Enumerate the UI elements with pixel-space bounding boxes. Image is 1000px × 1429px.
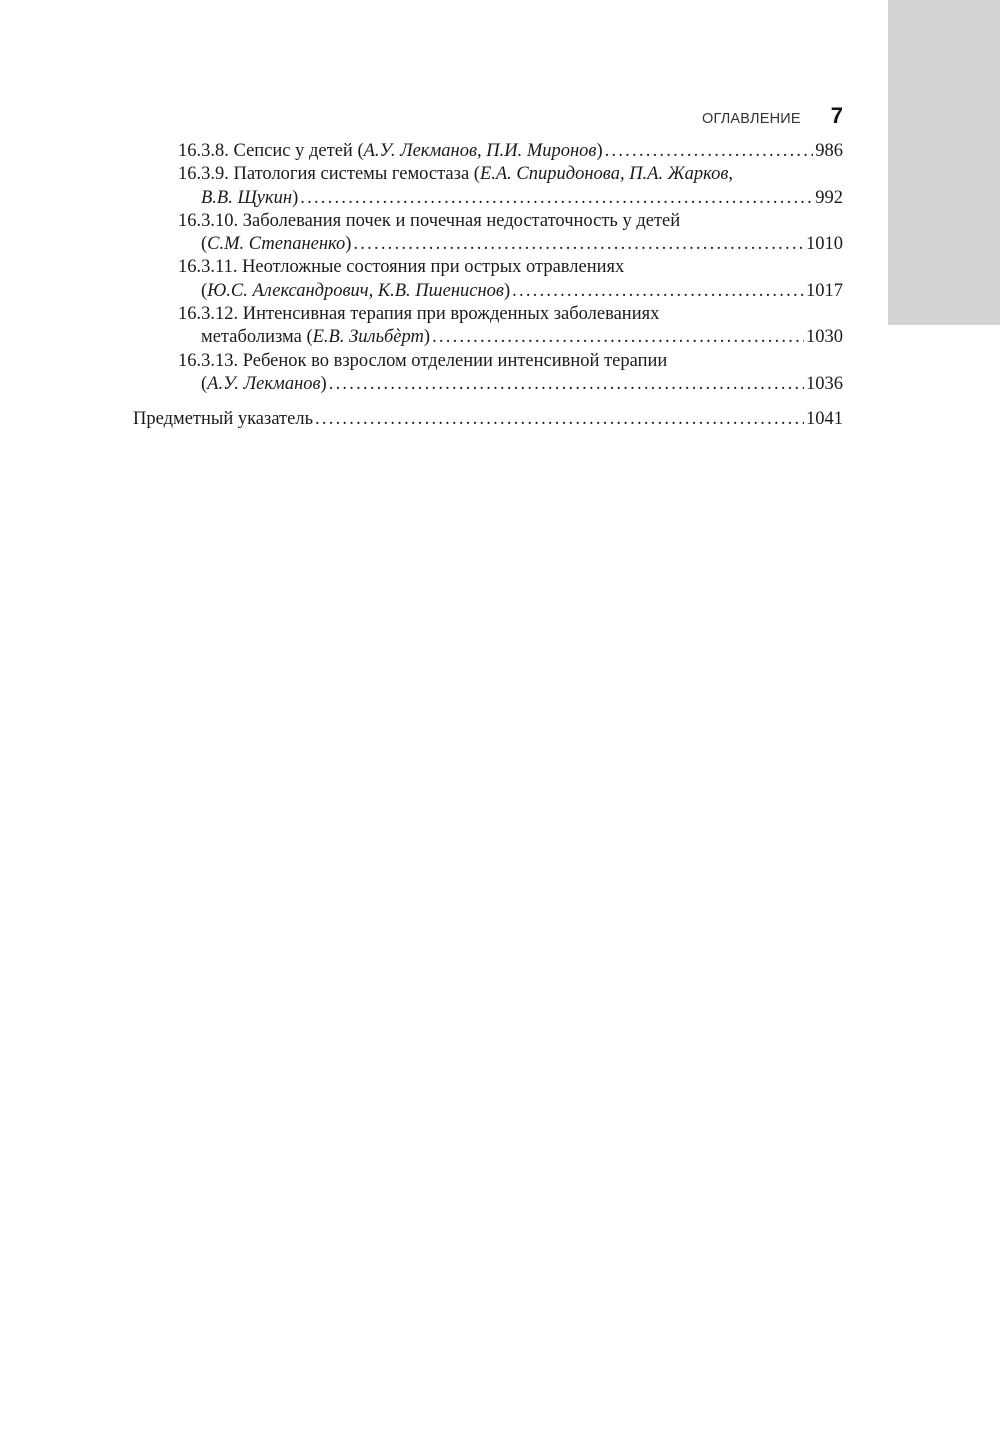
toc-entry-authors: (Ю.С. Александрович, К.В. Пшениснов) — [201, 280, 511, 301]
running-header — [702, 103, 843, 129]
thumb-tab — [888, 0, 1000, 325]
toc-entry-16-3-10[interactable] — [133, 210, 843, 257]
toc-entry-authors: метаболизма (Е.В. Зильбѐрт) — [201, 327, 431, 348]
toc-entry-16-3-13[interactable] — [133, 350, 843, 397]
toc-entry-title: 16.3.11. Неотложные состояния при острых отравлениях — [178, 257, 625, 278]
toc-entry-title: 16.3.10. Заболевания почек и почечная недостаточность у детей — [178, 210, 681, 231]
toc-entry-title: Предметный указатель — [133, 409, 314, 430]
dot-leader — [329, 373, 804, 396]
toc-entry-authors: (А.У. Лекманов) — [201, 373, 327, 394]
running-title: ОГЛАВЛЕНИЕ — [701, 111, 801, 127]
toc-entry-16-3-9[interactable] — [133, 163, 843, 210]
toc-page-number: 986 — [815, 141, 843, 161]
toc-page-number: 1036 — [806, 373, 843, 394]
toc-entry-authors: (С.М. Степаненко) — [201, 234, 352, 255]
dot-leader — [300, 187, 813, 210]
toc-entry-16-3-11[interactable] — [133, 256, 843, 303]
toc-page-number: 1017 — [806, 280, 843, 301]
toc-page-number: 1041 — [806, 409, 843, 430]
page-number: 7 — [830, 103, 843, 128]
toc-entry-16-3-12[interactable] — [133, 303, 843, 350]
toc-entry-authors: В.В. Щукин) — [201, 187, 299, 208]
toc-page-number: 1010 — [806, 234, 843, 255]
toc-entry-subject-index[interactable] — [133, 408, 843, 431]
dot-leader — [512, 280, 804, 303]
toc-entry-title: 16.3.8. Сепсис у детей (А.У. Лекманов, П.И. Миронов) — [178, 141, 603, 161]
dot-leader — [353, 233, 804, 256]
dot-leader — [315, 408, 804, 431]
toc-page-number: 992 — [815, 187, 843, 208]
toc-entry-title: 16.3.13. Ребенок во взрослом отделении интенсивной терапии — [178, 350, 668, 371]
dot-leader — [605, 140, 814, 163]
table-of-contents — [133, 140, 843, 432]
toc-entry-title: 16.3.12. Интенсивная терапия при врожденных заболеваниях — [178, 304, 660, 325]
dot-leader — [432, 326, 804, 349]
toc-entry-title: 16.3.9. Патология системы гемостаза (Е.А. Спиридонова, П.А. Жарков, — [178, 164, 734, 185]
toc-entry-16-3-8[interactable] — [133, 140, 843, 163]
toc-page-number: 1030 — [806, 327, 843, 348]
